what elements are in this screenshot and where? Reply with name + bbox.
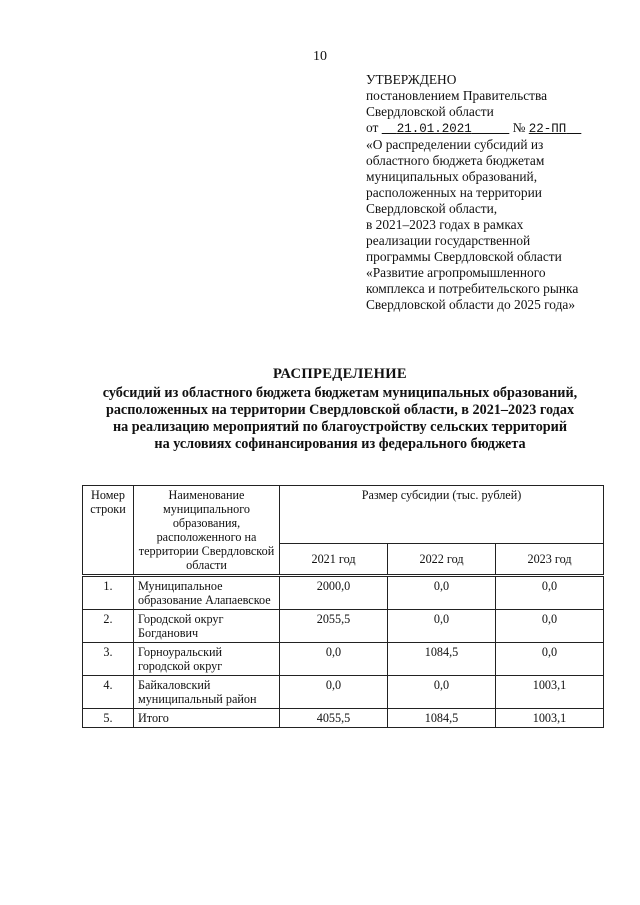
table-row — [83, 643, 604, 676]
title-line: на условиях софинансирования из федерального бюджета — [154, 436, 526, 452]
row-name: Городской округ Богданович — [134, 610, 280, 643]
title-line: на реализацию мероприятий по благоустройству сельских территорий — [112, 419, 568, 435]
table-row — [83, 676, 604, 709]
header-name: Наименование муниципального образования, расположенного на территории Свердловской области — [134, 486, 280, 576]
row-name: Итого — [134, 709, 280, 728]
subsidy-table — [82, 485, 604, 728]
approval-line: постановлением Правительства — [366, 88, 548, 103]
decree-date: 21.01.2021 — [396, 122, 472, 136]
value-2022: 0,0 — [388, 610, 496, 643]
table-row — [83, 576, 604, 610]
value-2023: 1003,1 — [496, 709, 604, 728]
decree-title-line: комплекса и потребительского рынка — [366, 281, 579, 296]
decree-title-line: Свердловской области, — [366, 201, 498, 216]
value-2021: 2000,0 — [280, 576, 388, 610]
page-number: 10 — [313, 49, 327, 64]
decree-number: 22-ПП — [528, 122, 567, 136]
approval-line: Свердловской области — [366, 104, 494, 119]
value-2022: 1084,5 — [388, 643, 496, 676]
document-title — [0, 366, 640, 453]
table-row — [83, 610, 604, 643]
value-2023: 0,0 — [496, 576, 604, 610]
decree-title-line: Свердловской области до 2025 года» — [366, 297, 576, 312]
title-line: расположенных на территории Свердловской области, в 2021–2023 годах — [105, 402, 575, 418]
header-year-2022: 2022 год — [388, 543, 496, 575]
row-number: 1. — [83, 576, 134, 610]
value-2021: 2055,5 — [280, 610, 388, 643]
header-row-number: Номер строки — [83, 486, 134, 576]
title-heading: РАСПРЕДЕЛЕНИЕ — [273, 366, 407, 382]
value-2023: 0,0 — [496, 643, 604, 676]
value-2021: 4055,5 — [280, 709, 388, 728]
approval-stamp — [366, 72, 628, 313]
value-2023: 1003,1 — [496, 676, 604, 709]
header-year-2023: 2023 год — [496, 543, 604, 575]
value-2021: 0,0 — [280, 643, 388, 676]
row-number: 3. — [83, 643, 134, 676]
decree-title-line: муниципальных образований, — [366, 169, 538, 184]
decree-title-line: «О распределении субсидий из — [366, 137, 544, 152]
decree-title-line: программы Свердловской области — [366, 249, 562, 264]
approval-line: УТВЕРЖДЕНО — [366, 72, 457, 87]
header-subsidy: Размер субсидии (тыс. рублей) — [280, 486, 604, 544]
decree-title-line: областного бюджета бюджетам — [366, 153, 545, 168]
date-prefix: от — [366, 120, 379, 135]
decree-title-line: реализации государственной — [366, 233, 531, 248]
decree-title-line: «Развитие агропромышленного — [366, 265, 546, 280]
row-name: Байкаловский муниципальный район — [134, 676, 280, 709]
decree-title-line: в 2021–2023 годах в рамках — [366, 217, 524, 232]
decree-title-line: расположенных на территории — [366, 185, 542, 200]
row-number: 5. — [83, 709, 134, 728]
table-header-row — [83, 486, 604, 544]
number-prefix: № — [512, 120, 526, 135]
approval-date-line — [366, 120, 628, 137]
value-2022: 0,0 — [388, 676, 496, 709]
row-number: 2. — [83, 610, 134, 643]
header-year-2021: 2021 год — [280, 543, 388, 575]
title-line: субсидий из областного бюджета бюджетам муниципальных образований, — [102, 385, 578, 401]
value-2023: 0,0 — [496, 610, 604, 643]
table-total-row — [83, 709, 604, 728]
row-name: Горноуральский городской округ — [134, 643, 280, 676]
value-2022: 1084,5 — [388, 709, 496, 728]
row-name: Муниципальное образование Алапаевское — [134, 576, 280, 610]
row-number: 4. — [83, 676, 134, 709]
value-2021: 0,0 — [280, 676, 388, 709]
value-2022: 0,0 — [388, 576, 496, 610]
